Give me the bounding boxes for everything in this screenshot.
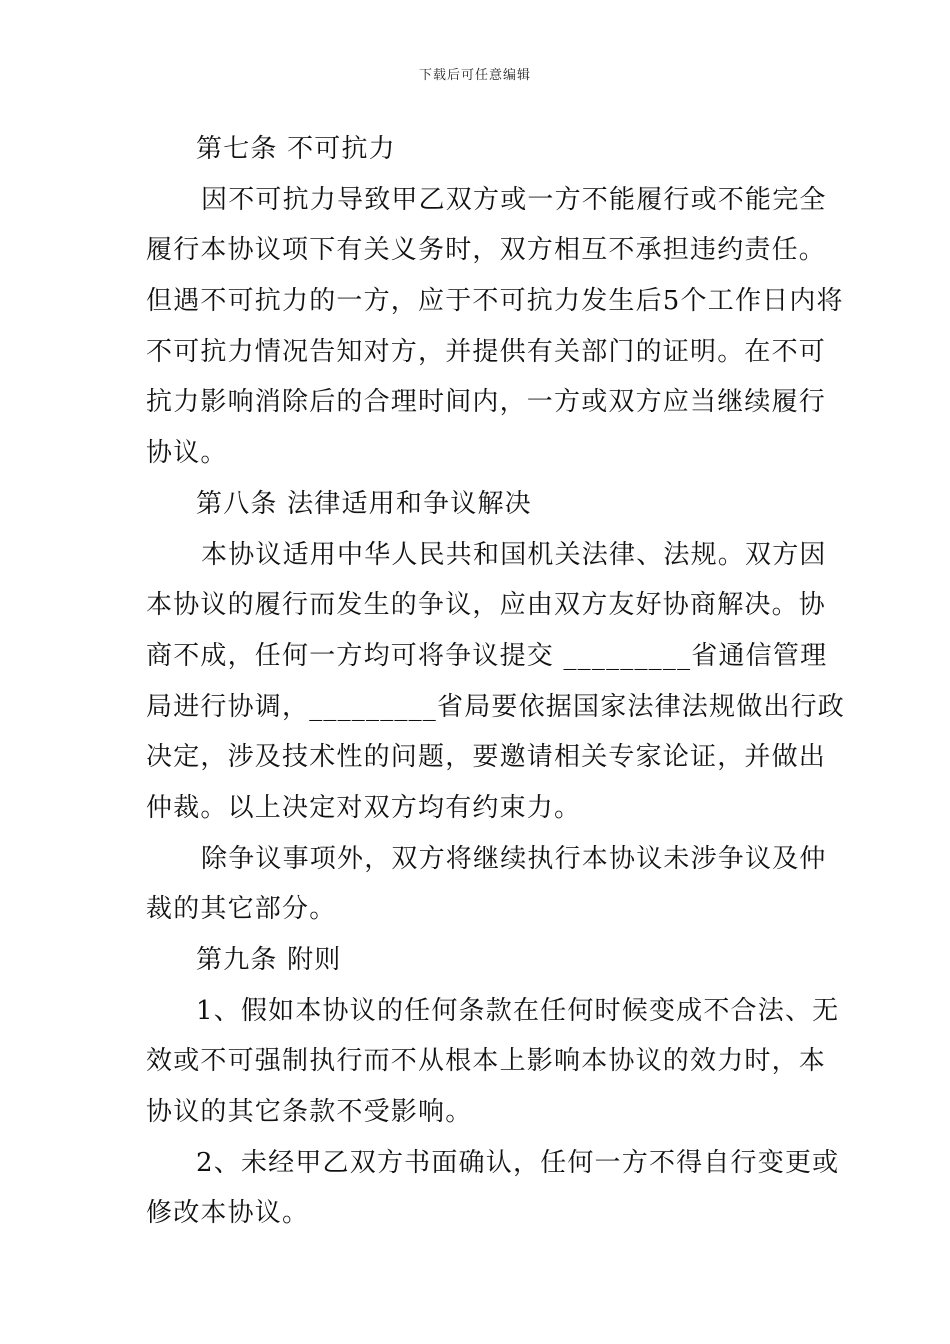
paragraph-line: 不可抗力情况告知对方，并提供有关部门的证明。在不可: [146, 336, 827, 367]
paragraph-line: 1、假如本协议的任何条款在任何时候变成不合法、无: [196, 995, 840, 1026]
paragraph-line: 2、未经甲乙双方书面确认，任何一方不得自行变更或: [196, 1147, 840, 1178]
paragraph-line: 局进行协调，_________省局要依据国家法律法规做出行政: [146, 691, 846, 722]
paragraph: [146, 1138, 840, 1239]
paragraph-line: 协议。: [146, 438, 228, 469]
section-heading-7: 第七条 不可抗力: [196, 134, 396, 164]
paragraph: [146, 834, 827, 935]
document-body: [146, 124, 846, 1239]
paragraph-line: 履行本协议项下有关义务时，双方相互不承担违约责任。: [146, 235, 827, 266]
paragraph-line: 决定，涉及技术性的问题，要邀请相关专家论证，并做出: [146, 742, 827, 773]
paragraph-line: 因不可抗力导致甲乙双方或一方不能履行或不能完全: [201, 184, 827, 215]
paragraph-line: 协议的其它条款不受影响。: [146, 1097, 473, 1128]
section-heading-9: 第九条 附则: [196, 945, 342, 975]
paragraph-line: 除争议事项外，双方将继续执行本协议未涉争议及仲: [201, 843, 827, 874]
paragraph-line: 抗力影响消除后的合理时间内，一方或双方应当继续履行: [146, 387, 827, 418]
page-header: 下载后可任意编辑: [418, 68, 531, 83]
paragraph-line: 修改本协议。: [146, 1198, 310, 1229]
paragraph-line: 本协议的履行而发生的争议，应由双方友好协商解决。协: [146, 590, 827, 621]
paragraph: [146, 175, 844, 479]
paragraph-line: 但遇不可抗力的一方，应于不可抗力发生后5个工作日内将: [146, 286, 844, 317]
paragraph-line: 仲裁。以上决定对双方均有约束力。: [146, 792, 582, 823]
paragraph: [146, 530, 846, 834]
paragraph-line: 效或不可强制执行而不从根本上影响本协议的效力时，本: [146, 1046, 827, 1077]
paragraph-line: 商不成，任何一方均可将争议提交 _________省通信管理: [146, 640, 828, 671]
paragraph-line: 裁的其它部分。: [146, 894, 337, 925]
paragraph-line: 本协议适用中华人民共和国机关法律、法规。双方因: [201, 539, 827, 570]
section-heading-8: 第八条 法律适用和争议解决: [196, 488, 532, 519]
paragraph: [146, 986, 840, 1138]
